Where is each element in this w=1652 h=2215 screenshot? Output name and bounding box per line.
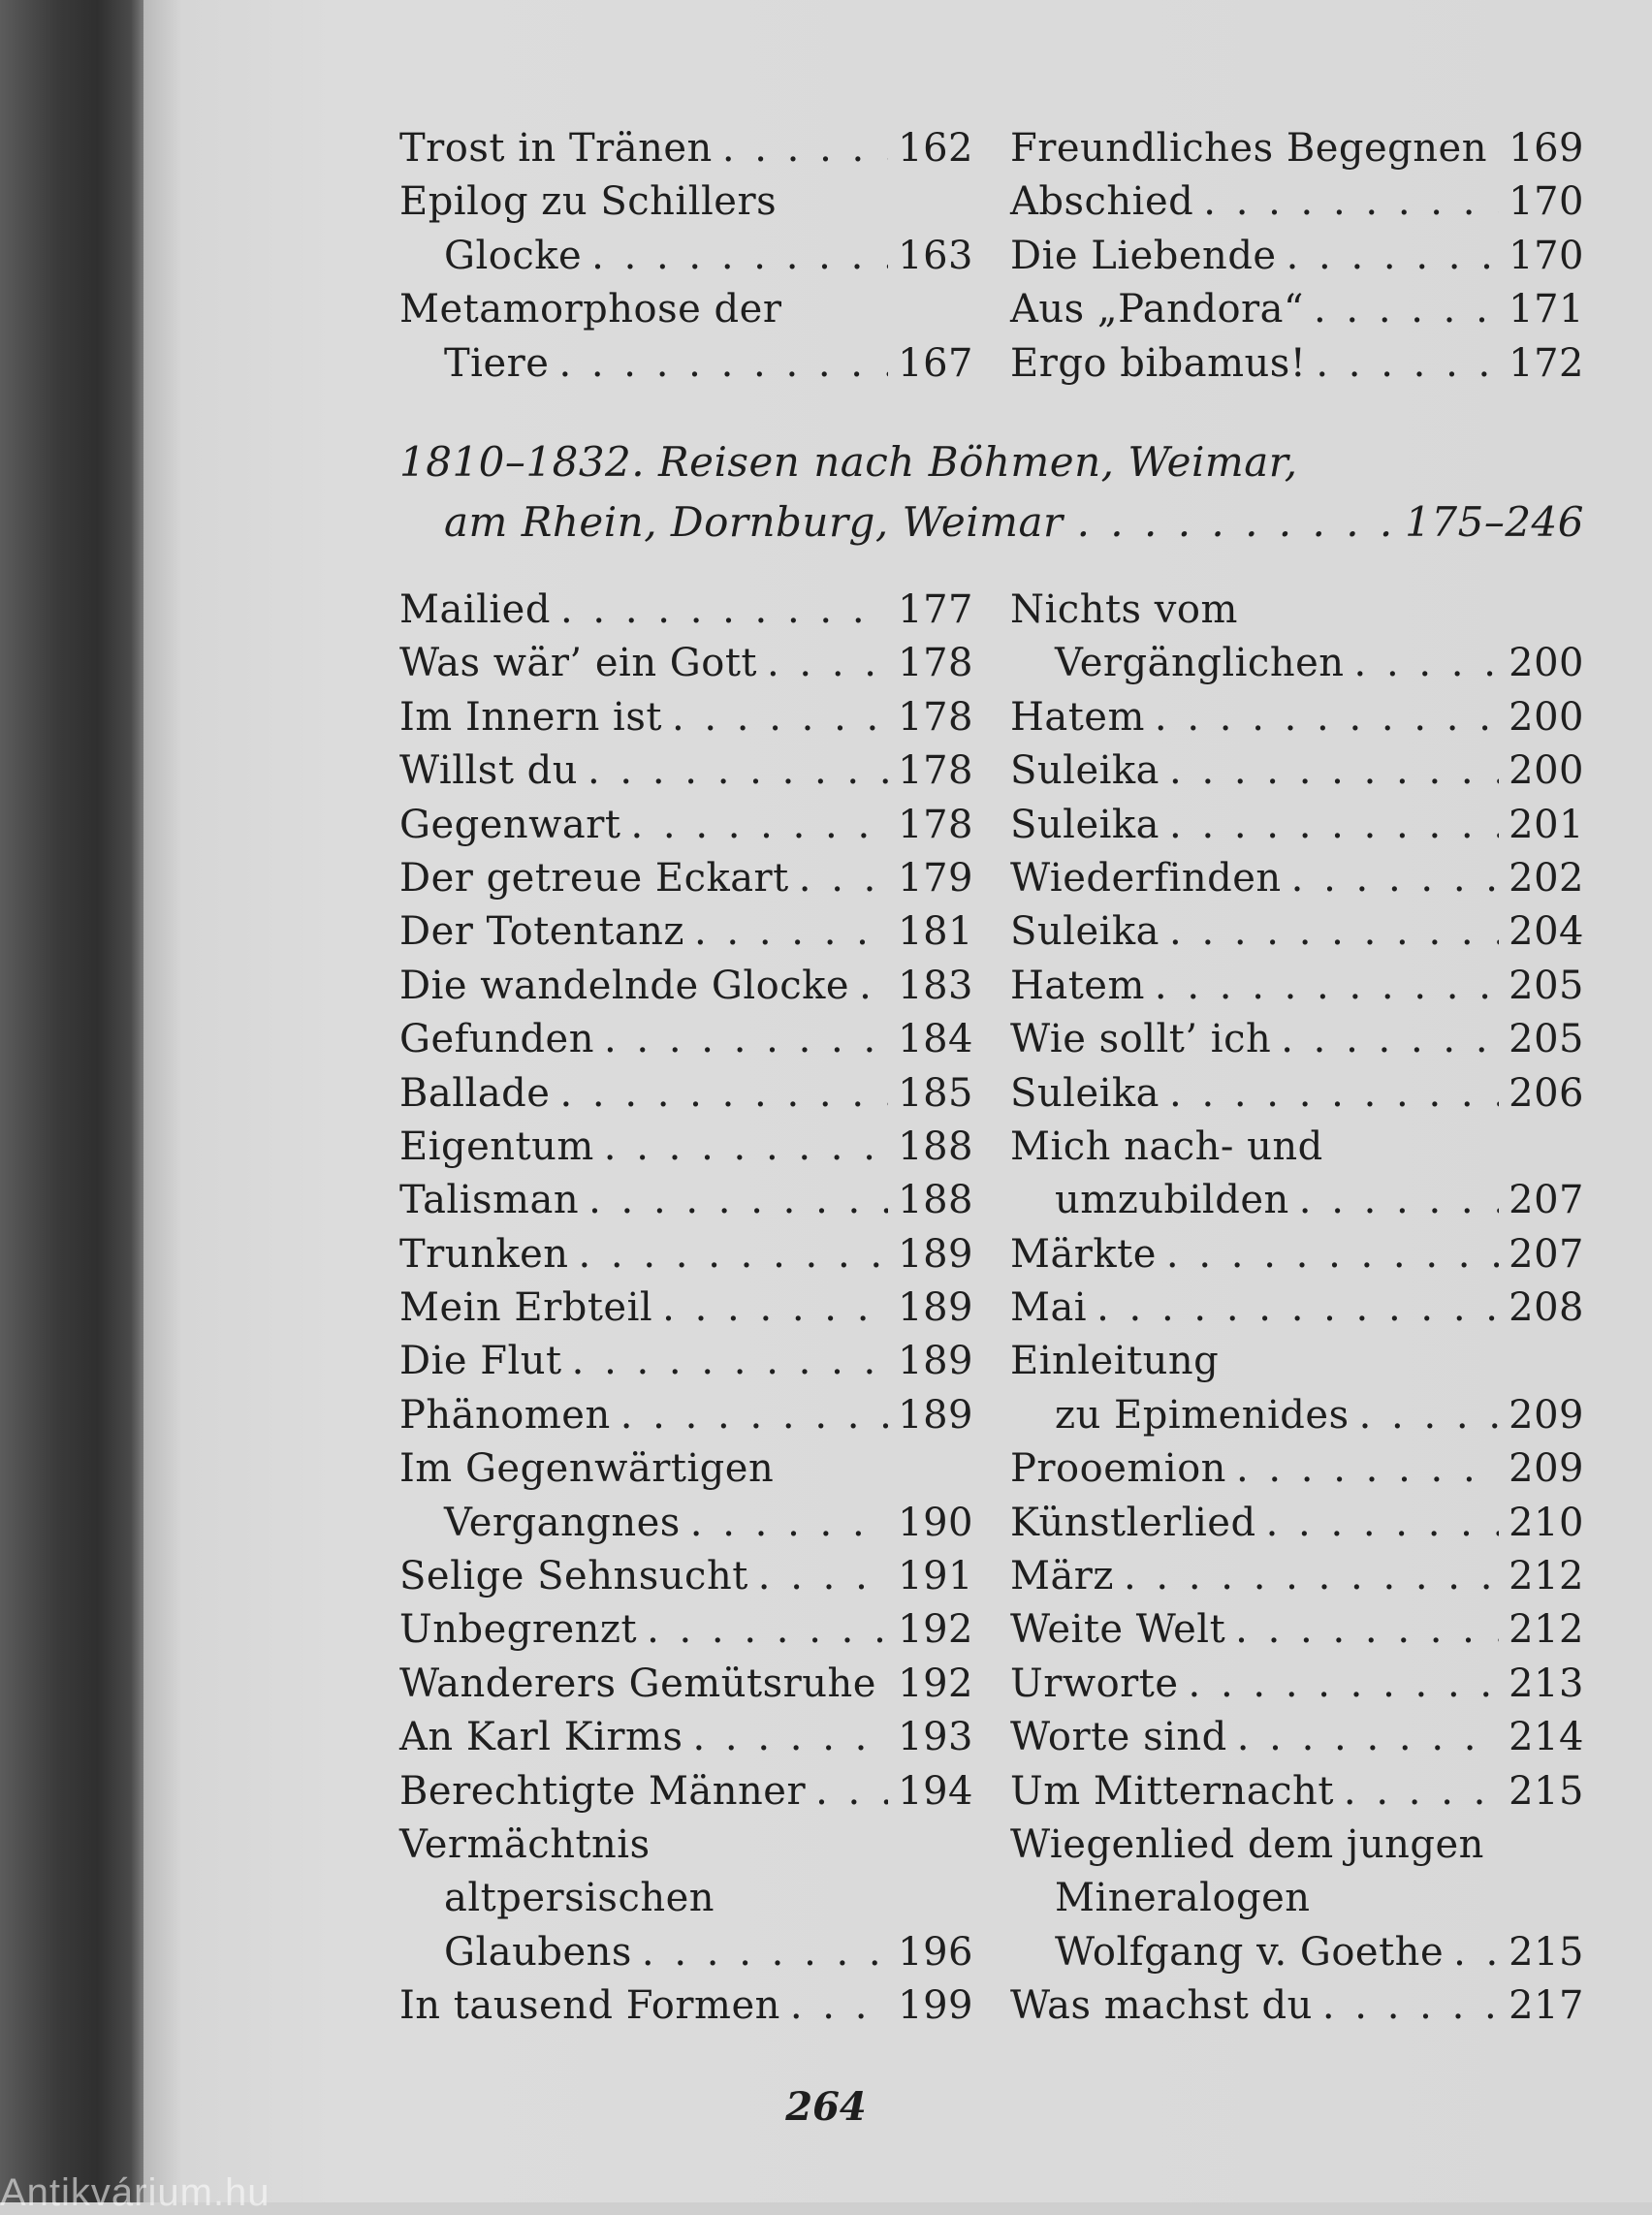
toc-entry-page: 194: [898, 1768, 973, 1814]
toc-entry-page: 205: [1509, 963, 1584, 1008]
toc-entry: [399, 905, 973, 959]
toc-top-right-column: [1010, 122, 1584, 391]
toc-entry-title: Hatem: [1010, 963, 1145, 1008]
toc-entry: [399, 1013, 973, 1066]
toc-entry-page: 191: [898, 1554, 973, 1599]
toc-entry: [399, 230, 973, 283]
leader-dots: [572, 1335, 889, 1388]
leader-dots: [1316, 337, 1499, 391]
toc-entry-title: Eigentum: [399, 1123, 594, 1169]
leader-dots: [642, 1926, 888, 1979]
toc-entry: [399, 1658, 973, 1711]
toc-entry-title: Was machst du: [1010, 1983, 1313, 2029]
toc-entry-page: 212: [1509, 1554, 1584, 1599]
toc-entry-title: Mailied: [399, 587, 551, 632]
leader-dots: [722, 122, 888, 175]
toc-entry: [399, 584, 973, 637]
toc-entry-title: Glaubens: [444, 1929, 632, 1975]
toc-entry-title: Aus „Pandora“: [1010, 287, 1304, 332]
toc-entry: [399, 1442, 973, 1496]
toc-entry-page: 188: [898, 1123, 973, 1169]
leader-dots: [1453, 1926, 1499, 1979]
toc-entry-title: Berechtigte Männer: [399, 1768, 807, 1814]
toc-entry: [1010, 1550, 1584, 1603]
leader-dots: [1124, 1550, 1499, 1603]
toc-entry-page: 170: [1509, 233, 1584, 278]
leader-dots: [1169, 744, 1499, 798]
toc-entry-title: Der Totentanz: [399, 909, 684, 955]
toc-entry-page: 205: [1509, 1017, 1584, 1062]
toc-entry: [1010, 1497, 1584, 1550]
toc-entry: [1010, 1013, 1584, 1066]
leader-dots: [588, 744, 888, 798]
toc-top-left-column: [399, 122, 973, 391]
toc-entry-page: 179: [898, 855, 973, 901]
toc-entry-title: Gegenwart: [399, 802, 621, 847]
toc-entry-page: 192: [898, 1607, 973, 1653]
leader-dots: [1359, 1389, 1500, 1442]
toc-entry-title: Talisman: [399, 1178, 580, 1223]
toc-entry-title: Was wär’ ein Gott: [399, 641, 757, 686]
toc-entry: [1010, 1603, 1584, 1657]
page-number: 264: [785, 2084, 867, 2130]
toc-entry-page: 183: [898, 963, 973, 1008]
toc-entry-page: 178: [898, 641, 973, 686]
toc-entry: [399, 1765, 973, 1819]
toc-entry-page: 210: [1509, 1500, 1584, 1545]
toc-entry-title: Suleika: [1010, 909, 1160, 955]
toc-entry-title: Gefunden: [399, 1017, 594, 1062]
toc-entry-title: Trunken: [399, 1231, 569, 1277]
toc-entry-page: 202: [1509, 855, 1584, 901]
section-heading: [399, 432, 1584, 553]
leader-dots: [672, 691, 888, 744]
leader-dots: [1281, 1013, 1499, 1066]
toc-entry-page: 200: [1509, 641, 1584, 686]
toc-entry: [1010, 584, 1584, 637]
toc-entry-title: Vergänglichen: [1055, 641, 1345, 686]
toc-entry-title: Die Liebende: [1010, 233, 1277, 278]
toc-entry-page: 181: [898, 909, 973, 955]
toc-entry-title: Hatem: [1010, 694, 1145, 740]
toc-entry-page: 207: [1509, 1178, 1584, 1223]
toc-entry-title: Nichts vom: [1010, 587, 1238, 632]
toc-entry-title: Metamorphose der: [399, 287, 782, 332]
toc-entry: [1010, 337, 1584, 391]
toc-entry: [399, 1282, 973, 1335]
toc-entry-title: Im Gegenwärtigen: [399, 1446, 775, 1492]
toc-entry-title: Der getreue Eckart: [399, 855, 789, 901]
leader-dots: [758, 1550, 888, 1603]
toc-entry-title: altpersischen: [444, 1876, 715, 1921]
leader-dots: [1169, 799, 1499, 852]
toc-entry-page: 163: [898, 233, 973, 278]
leader-dots: [579, 1228, 889, 1282]
toc-entry-title: An Karl Kirms: [399, 1715, 683, 1760]
toc-entry-title: Die wandelnde Glocke: [399, 963, 850, 1008]
toc-entry: [399, 637, 973, 690]
toc-entry-page: 172: [1509, 340, 1584, 386]
toc-entry: [1010, 1711, 1584, 1764]
leader-dots: [1322, 1979, 1499, 2033]
toc-entry-page: 209: [1509, 1392, 1584, 1438]
toc-entry-title: Mai: [1010, 1285, 1088, 1331]
toc-entry: [1010, 1282, 1584, 1335]
toc-entry-page: 189: [898, 1392, 973, 1438]
toc-main-block: [399, 584, 1584, 2034]
toc-entry-page: 200: [1509, 748, 1584, 794]
toc-entry: [399, 1603, 973, 1657]
toc-entry: [1010, 230, 1584, 283]
toc-entry: [1010, 122, 1584, 175]
toc-entry: [1010, 1658, 1584, 1711]
toc-entry: [399, 744, 973, 798]
toc-entry-page: 209: [1509, 1446, 1584, 1492]
leader-dots: [604, 1121, 888, 1174]
watermark-text: Antikvárium.hu: [0, 2171, 270, 2214]
toc-entry-page: 185: [898, 1070, 973, 1116]
toc-entry-title: Glocke: [444, 233, 583, 278]
toc-entry-page: 178: [898, 694, 973, 740]
toc-entry: [1010, 852, 1584, 905]
toc-entry-page: 215: [1509, 1929, 1584, 1975]
toc-entry: [399, 337, 973, 391]
toc-entry: [1010, 1121, 1584, 1174]
toc-entry: [399, 1174, 973, 1227]
toc-entry-title: Unbegrenzt: [399, 1607, 638, 1653]
leader-dots: [1291, 852, 1499, 905]
toc-entry-title: Wanderers Gemütsruhe: [399, 1661, 876, 1706]
toc-entry-page: 212: [1509, 1607, 1584, 1653]
toc-entry-title: Wolfgang v. Goethe: [1055, 1929, 1445, 1975]
leader-dots: [1237, 1711, 1499, 1764]
toc-entry-title: Die Flut: [399, 1339, 562, 1384]
toc-entry-page: 208: [1509, 1285, 1584, 1331]
toc-entry: [399, 799, 973, 852]
toc-entry-title: Vergangnes: [444, 1500, 681, 1545]
section-heading-line1: 1810–1832. Reisen nach Böhmen, Weimar,: [399, 438, 1298, 486]
leader-dots: [1169, 905, 1499, 959]
leader-dots: [1344, 1765, 1499, 1819]
toc-entry-title: Ergo bibamus!: [1010, 340, 1307, 386]
leader-dots: [1169, 1067, 1499, 1121]
toc-entry-title: Im Innern ist: [399, 694, 662, 740]
toc-entry-title: Einleitung: [1010, 1339, 1220, 1384]
toc-entry-title: Worte sind: [1010, 1715, 1227, 1760]
toc-entry-title: Urworte: [1010, 1661, 1179, 1706]
toc-entry-title: In tausend Formen: [399, 1983, 780, 2029]
toc-entry-title: Freundliches Begegnen: [1010, 126, 1487, 171]
leader-dots: [694, 905, 888, 959]
toc-entry-page: 217: [1509, 1983, 1584, 2029]
toc-entry: [399, 1819, 973, 1872]
toc-entry-page: 190: [898, 1500, 973, 1545]
section-heading-pages: 175–246: [1405, 498, 1584, 546]
toc-entry: [399, 1067, 973, 1121]
toc-entry-page: 169: [1509, 126, 1584, 171]
toc-entry-page: 171: [1509, 287, 1584, 332]
toc-entry: [399, 691, 973, 744]
toc-entry: [1010, 1765, 1584, 1819]
toc-entry: [399, 1497, 973, 1550]
toc-entry-page: 213: [1509, 1661, 1584, 1706]
toc-entry-title: Abschied: [1010, 179, 1194, 225]
toc-entry: [1010, 1335, 1584, 1388]
toc-entry: [1010, 1926, 1584, 1979]
toc-entry-page: 189: [898, 1339, 973, 1384]
toc-entry: [399, 1228, 973, 1282]
toc-entry-page: 189: [898, 1231, 973, 1277]
toc-entry: [399, 1979, 973, 2033]
toc-entry-title: Mich nach- und: [1010, 1123, 1323, 1169]
toc-entry-title: Phänomen: [399, 1392, 611, 1438]
toc-entry-page: 204: [1509, 909, 1584, 955]
toc-entry-page: 167: [898, 340, 973, 386]
toc-entry: [399, 1550, 973, 1603]
leader-dots: [790, 1979, 888, 2033]
leader-dots: [588, 1174, 888, 1227]
toc-entry: [1010, 1872, 1584, 1925]
toc-entry-page: 199: [898, 1983, 973, 2029]
leader-dots: [799, 852, 888, 905]
toc-main-left-column: [399, 584, 973, 2034]
toc-entry-title: Mineralogen: [1055, 1876, 1311, 1921]
toc-entry: [399, 175, 973, 229]
toc-entry-title: Um Mitternacht: [1010, 1768, 1334, 1814]
leader-dots: [767, 637, 888, 690]
leader-dots: [692, 1711, 888, 1764]
toc-entry-title: Suleika: [1010, 1070, 1160, 1116]
leader-dots: [1155, 691, 1499, 744]
toc-entry-title: Künstlerlied: [1010, 1500, 1256, 1545]
leader-dots: [1155, 960, 1499, 1013]
leader-dots: [1096, 1282, 1499, 1335]
toc-entry: [399, 852, 973, 905]
toc-entry-page: 193: [898, 1715, 973, 1760]
toc-entry: [1010, 1389, 1584, 1442]
toc-entry: [1010, 799, 1584, 852]
section-heading-line2: [399, 492, 1584, 553]
toc-main-right-column: [1010, 584, 1584, 2034]
toc-entry-title: Tiere: [444, 340, 550, 386]
toc-entry-page: 201: [1509, 802, 1584, 847]
toc-entry: [399, 122, 973, 175]
toc-entry-page: 178: [898, 748, 973, 794]
toc-entry-page: 207: [1509, 1231, 1584, 1277]
toc-entry-title: Trost in Tränen: [399, 126, 713, 171]
toc-entry: [1010, 1819, 1584, 1872]
toc-entry-page: 189: [898, 1285, 973, 1331]
toc-entry-title: Wie sollt’ ich: [1010, 1017, 1272, 1062]
toc-entry-title: Mein Erbteil: [399, 1285, 653, 1331]
leader-dots: [560, 584, 888, 637]
leader-dots: [647, 1603, 888, 1657]
toc-top-block: [399, 122, 1584, 391]
toc-entry-page: 162: [898, 126, 973, 171]
toc-entry: [1010, 1228, 1584, 1282]
leader-dots: [859, 960, 888, 1013]
toc-entry-title: Ballade: [399, 1070, 551, 1116]
toc-entry-title: Wiegenlied dem jungen: [1010, 1821, 1484, 1867]
leader-dots: [1266, 1497, 1500, 1550]
leader-dots: [558, 337, 888, 391]
leader-dots: [1354, 637, 1500, 690]
toc-entry: [399, 1389, 973, 1442]
toc-entry: [399, 1711, 973, 1764]
toc-entry-title: Suleika: [1010, 802, 1160, 847]
section-heading-places: am Rhein, Dornburg, Weimar: [444, 498, 1064, 546]
leader-dots: [591, 230, 888, 283]
leader-dots: [1235, 1603, 1499, 1657]
toc-entry: [1010, 905, 1584, 959]
toc-entry-page: 178: [898, 802, 973, 847]
toc-entry: [1010, 1979, 1584, 2033]
leader-dots: [620, 1389, 888, 1442]
leader-dots: [1497, 122, 1499, 175]
toc-entry-title: Vermächtnis: [399, 1821, 651, 1867]
toc-entry: [1010, 960, 1584, 1013]
toc-entry: [1010, 637, 1584, 690]
leader-dots: [662, 1282, 888, 1335]
toc-entry-page: 206: [1509, 1070, 1584, 1116]
toc-entry-title: Märkte: [1010, 1231, 1157, 1277]
leader-dots: [815, 1765, 888, 1819]
toc-entry-title: Willst du: [399, 748, 578, 794]
leader-dots: [559, 1067, 888, 1121]
toc-entry: [399, 960, 973, 1013]
leader-dots: [690, 1497, 888, 1550]
toc-entry: [399, 1121, 973, 1174]
toc-entry: [1010, 691, 1584, 744]
toc-entry: [1010, 1442, 1584, 1496]
toc-entry-title: Selige Sehnsucht: [399, 1554, 748, 1599]
toc-entry-page: 196: [898, 1929, 973, 1975]
toc-entry: [1010, 283, 1584, 336]
toc-entry-title: Epilog zu Schillers: [399, 179, 778, 225]
leader-dots: [630, 799, 888, 852]
toc-entry-page: 170: [1509, 179, 1584, 225]
leader-dots: [1077, 492, 1392, 553]
toc-entry: [399, 283, 973, 336]
toc-entry-title: März: [1010, 1554, 1114, 1599]
toc-entry: [1010, 744, 1584, 798]
toc-entry-title: zu Epimenides: [1055, 1392, 1350, 1438]
toc-entry-title: Suleika: [1010, 748, 1160, 794]
leader-dots: [1314, 283, 1499, 336]
leader-dots: [886, 1658, 888, 1711]
leader-dots: [1236, 1442, 1499, 1496]
leader-dots: [1166, 1228, 1499, 1282]
toc-entry-title: umzubilden: [1055, 1178, 1289, 1223]
toc-entry: [399, 1872, 973, 1925]
toc-entry-page: 188: [898, 1178, 973, 1223]
leader-dots: [1203, 175, 1499, 229]
toc-entry: [1010, 1067, 1584, 1121]
leader-dots: [604, 1013, 888, 1066]
toc-entry-page: 215: [1509, 1768, 1584, 1814]
toc-entry-page: 192: [898, 1661, 973, 1706]
toc-entry-page: 184: [898, 1017, 973, 1062]
toc-entry: [399, 1926, 973, 1979]
leader-dots: [1189, 1658, 1500, 1711]
toc-entry-title: Wiederfinden: [1010, 855, 1282, 901]
toc-entry-title: Prooemion: [1010, 1446, 1226, 1492]
book-spine-shadow: [0, 0, 147, 2202]
toc-entry: [1010, 1174, 1584, 1227]
leader-dots: [1287, 230, 1500, 283]
toc-entry-title: Weite Welt: [1010, 1607, 1226, 1653]
toc-entry-page: 177: [898, 587, 973, 632]
toc-entry: [399, 1335, 973, 1388]
toc-entry-page: 200: [1509, 694, 1584, 740]
toc-entry-page: 214: [1509, 1715, 1584, 1760]
toc-entry: [1010, 175, 1584, 229]
leader-dots: [1299, 1174, 1499, 1227]
